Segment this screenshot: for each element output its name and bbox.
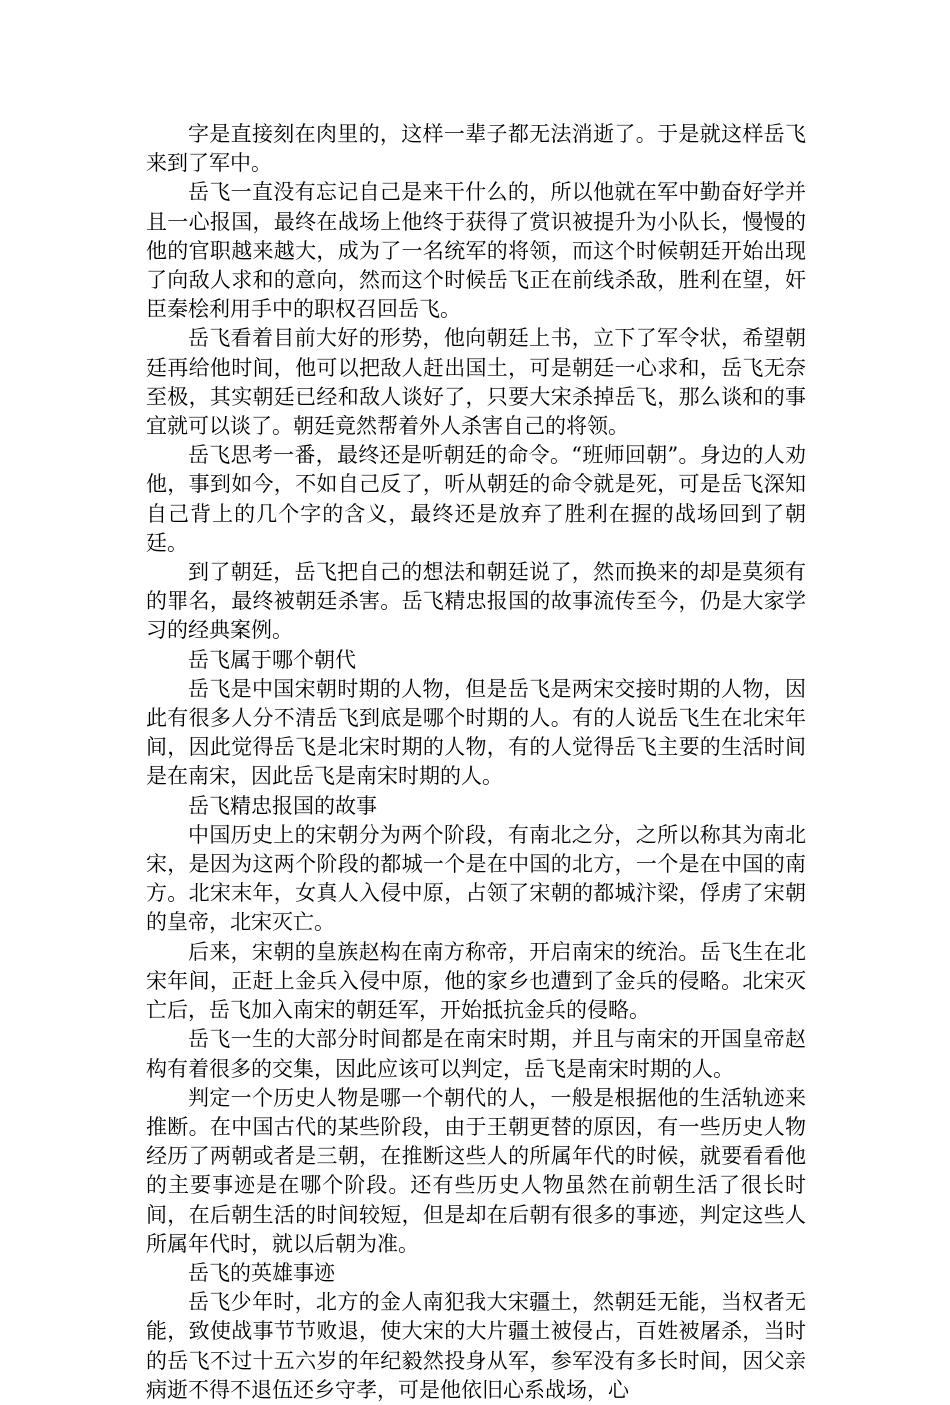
paragraph-1: 字是直接刻在肉里的，这样一辈子都无法消逝了。于是就这样岳飞来到了军中。: [146, 122, 806, 176]
section-heading-loyalty-story: 岳飞精忠报国的故事: [188, 793, 377, 818]
section-heading-dynasty: 岳飞属于哪个朝代: [188, 647, 356, 672]
paragraph-9: 岳飞一生的大部分时间都是在南宋时期，并且与南宋的开国皇帝赵构有着很多的交集，因此应该可以判定，岳飞是南宋时期的人。: [146, 1027, 806, 1081]
section-heading-heroic-deeds: 岳飞的英雄事迹: [188, 1260, 335, 1285]
paragraph-3: 岳飞看着目前大好的形势，他向朝廷上书，立下了军令状，希望朝廷再给他时间，他可以把敌人赶出国土，可是朝廷一心求和，岳飞无奈至极，其实朝廷已经和敌人谈好了，只要大宋杀掉岳飞，那么谈和的事宜就可以谈了。朝廷竟然帮着外人杀害自己的将领。: [146, 326, 806, 439]
paragraph-6: 岳飞是中国宋朝时期的人物，但是岳飞是两宋交接时期的人物，因此有很多人分不清岳飞到底是哪个时期的人。有的人说岳飞生在北宋年间，因此觉得岳飞是北宋时期的人物，有的人觉得岳飞主要的生活时间是在南宋，因此岳飞是南宋时期的人。: [146, 676, 806, 789]
paragraph-5: 到了朝廷，岳飞把自己的想法和朝廷说了，然而换来的却是莫须有的罪名，最终被朝廷杀害。岳飞精忠报国的故事流传至今，仍是大家学习的经典案例。: [146, 560, 806, 643]
paragraph-7: 中国历史上的宋朝分为两个阶段，有南北之分，之所以称其为南北宋，是因为这两个阶段的都城一个是在中国的北方，一个是在中国的南方。北宋末年，女真人入侵中原，占领了宋朝的都城汴梁，俘虏了宋朝的皇帝，北宋灭亡。: [146, 822, 806, 935]
paragraph-11: 岳飞少年时，北方的金人南犯我大宋疆土，然朝廷无能，当权者无能，致使战事节节败退，使大宋的大片疆土被侵占，百姓被屠杀，当时的岳飞不过十五六岁的年纪毅然投身从军，参军没有多长时间，因父亲病逝不得不退伍还乡守孝，可是他依旧心系战场，心: [146, 1290, 806, 1402]
document-body: [146, 120, 806, 1405]
paragraph-4: 岳飞思考一番，最终还是听朝廷的命令。“班师回朝”。身边的人劝他，事到如今，不如自己反了，听从朝廷的命令就是死，可是岳飞深知自己背上的几个字的含义，最终还是放弃了胜利在握的战场回到了朝廷。: [146, 443, 806, 555]
paragraph-10: 判定一个历史人物是哪一个朝代的人，一般是根据他的生活轨迹来推断。在中国古代的某些阶段，由于王朝更替的原因，有一些历史人物经历了两朝或者是三朝，在推断这些人的所属年代的时候，就要看看他的主要事迹是在哪个阶段。还有些历史人物虽然在前朝生活了很长时间，在后朝生活的时间较短，但是却在后朝有很多的事迹，判定这些人所属年代时，就以后朝为准。: [146, 1085, 806, 1256]
paragraph-8: 后来，宋朝的皇族赵构在南方称帝，开启南宋的统治。岳飞生在北宋年间，正赶上金兵入侵中原，他的家乡也遭到了金兵的侵略。北宋灭亡后，岳飞加入南宋的朝廷军，开始抵抗金兵的侵略。: [146, 939, 806, 1023]
paragraph-2: 岳飞一直没有忘记自己是来干什么的，所以他就在军中勤奋好学并且一心报国，最终在战场上他终于获得了赏识被提升为小队长，慢慢的他的官职越来越大，成为了一名统军的将领，而这个时候朝廷开始出现了向敌人求和的意向，然而这个时候岳飞正在前线杀敌，胜利在望，奸臣秦桧利用手中的职权召回岳飞。: [146, 180, 806, 322]
